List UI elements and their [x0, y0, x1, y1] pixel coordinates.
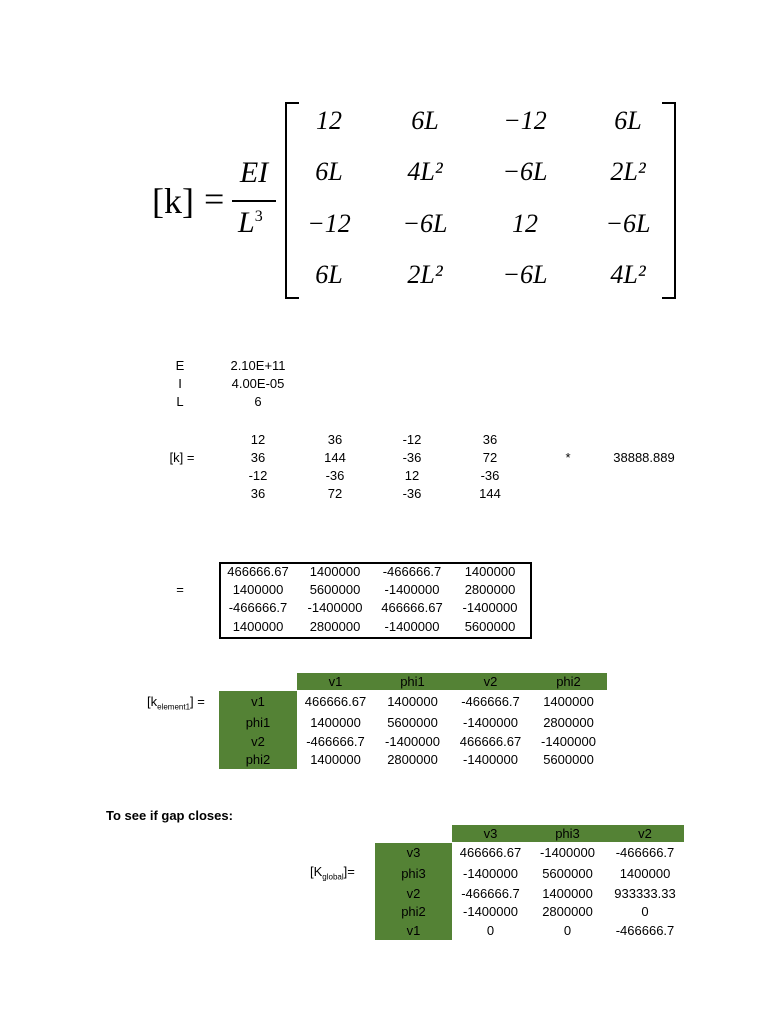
- k-result-cell: 1400000: [309, 564, 361, 579]
- k-numeric-cell: 12: [404, 468, 420, 483]
- k-element-cell: 5600000: [543, 752, 594, 767]
- const-name: L: [176, 394, 184, 409]
- k-numeric-cell: -36: [325, 468, 345, 483]
- k-numeric-label: [k] =: [169, 450, 195, 465]
- label-pre: [K: [310, 864, 323, 879]
- k-element-cell: 2800000: [543, 715, 594, 730]
- row-header: v1: [375, 921, 452, 940]
- row-header: phi2: [375, 903, 452, 921]
- formula-denominator: [238, 206, 263, 240]
- const-value: 6: [254, 394, 262, 409]
- k-result-cell: -1400000: [384, 619, 440, 634]
- k-numeric-cell: 144: [479, 486, 501, 501]
- k-result-cell: -466666.7: [228, 600, 288, 615]
- k-global-cell: -1400000: [540, 845, 595, 860]
- k-numeric-cell: -36: [480, 468, 500, 483]
- row-header: phi3: [375, 863, 452, 884]
- formula-matrix-cell: 2L²: [610, 157, 646, 186]
- k-numeric-cell: 72: [327, 486, 343, 501]
- k-global-cell: -1400000: [463, 865, 518, 881]
- column-header: v1: [297, 673, 374, 690]
- formula-matrix-cell: 6L: [411, 106, 439, 135]
- denominator-base: L: [238, 206, 255, 239]
- k-element-cell: -1400000: [541, 734, 596, 749]
- k-element-cell: -1400000: [385, 734, 440, 749]
- result-equals: =: [176, 582, 184, 597]
- formula-matrix-cell: 6L: [614, 106, 642, 135]
- k-element-cell: 5600000: [387, 715, 438, 730]
- k-global-cell: -466666.7: [615, 922, 675, 938]
- k-element-label: [147, 694, 205, 712]
- column-header: phi2: [530, 673, 607, 690]
- k-numeric-cell: 144: [324, 450, 346, 465]
- k-global-cell: 5600000: [542, 865, 593, 881]
- formula-matrix-cell: −6L: [402, 209, 448, 238]
- const-name: E: [175, 358, 185, 373]
- formula-matrix-cell: 6L: [315, 157, 343, 186]
- multiply-sign: *: [565, 450, 571, 465]
- k-numeric-cell: -12: [248, 468, 268, 483]
- label-sub: global: [322, 872, 344, 882]
- formula-matrix-cell: 2L²: [407, 260, 443, 289]
- k-global-cell: -1400000: [463, 904, 518, 919]
- k-global-cell: 933333.33: [614, 885, 676, 901]
- column-header: v3: [452, 825, 529, 842]
- column-header: v2: [606, 825, 684, 842]
- formula-matrix-cell: 4L²: [407, 157, 443, 186]
- k-result-cell: -1400000: [384, 582, 440, 597]
- k-numeric-cell: 72: [482, 450, 498, 465]
- formula-matrix-cell: −12: [503, 106, 547, 135]
- label-pre: [k: [147, 694, 158, 709]
- k-numeric-cell: -36: [402, 486, 422, 501]
- k-result-cell: 2800000: [309, 619, 361, 634]
- k-global-cell: 1400000: [619, 865, 671, 881]
- k-element-cell: 466666.67: [459, 734, 522, 749]
- denominator-exponent: 3: [254, 208, 263, 225]
- k-element-cell: 1400000: [543, 694, 594, 709]
- formula-matrix-cell: 6L: [315, 260, 343, 289]
- const-value: 4.00E-05: [231, 376, 285, 391]
- k-numeric-cell: 36: [250, 486, 266, 501]
- k-result-cell: -1400000: [307, 600, 363, 615]
- formula-matrix-cell: −6L: [502, 157, 548, 186]
- formula-matrix-cell: −6L: [605, 209, 651, 238]
- k-element-cell: 1400000: [310, 752, 361, 767]
- k-element-cell: -1400000: [463, 715, 518, 730]
- k-global-cell: -466666.7: [615, 845, 675, 860]
- k-global-cell: 1400000: [542, 885, 593, 901]
- formula-matrix-cell: −12: [307, 209, 351, 238]
- k-global-cell: 0: [563, 922, 572, 938]
- k-element-cell: 2800000: [387, 752, 438, 767]
- k-numeric-cell: 36: [327, 432, 343, 447]
- label-post: ] =: [190, 694, 205, 709]
- k-element-cell: -466666.7: [306, 734, 365, 749]
- scale-factor: 38888.889: [613, 450, 675, 465]
- k-element-cell: 466666.67: [304, 694, 367, 709]
- formula-numerator: EI: [239, 156, 269, 189]
- k-global-cell: 0: [641, 904, 649, 919]
- row-header: v1: [219, 691, 297, 713]
- formula-equals: =: [204, 179, 225, 219]
- k-result-cell: 5600000: [464, 619, 516, 634]
- k-result-cell: 466666.67: [381, 600, 443, 615]
- k-global-cell: 0: [486, 922, 495, 938]
- column-header: phi1: [374, 673, 451, 690]
- column-header: phi3: [529, 825, 606, 842]
- row-header: v3: [375, 843, 452, 863]
- k-result-cell: -1400000: [462, 600, 518, 615]
- k-element-cell: -1400000: [463, 752, 518, 767]
- k-result-cell: 1400000: [232, 582, 284, 597]
- const-value: 2.10E+11: [230, 358, 286, 373]
- k-result-cell: 2800000: [464, 582, 516, 597]
- row-header: phi1: [219, 713, 297, 733]
- k-result-cell: 1400000: [232, 619, 284, 634]
- formula-matrix-cell: 12: [316, 106, 342, 135]
- k-numeric-cell: 36: [482, 432, 498, 447]
- label-sub: element1: [157, 702, 191, 712]
- k-result-cell: 1400000: [464, 564, 516, 579]
- k-numeric-cell: 12: [250, 432, 266, 447]
- k-element-cell: 1400000: [387, 694, 438, 709]
- k-numeric-cell: -36: [402, 450, 422, 465]
- k-element-cell: -466666.7: [461, 694, 520, 709]
- row-header: phi2: [219, 751, 297, 769]
- const-name: I: [178, 376, 182, 391]
- k-global-cell: 466666.67: [459, 845, 522, 860]
- row-header: v2: [375, 884, 452, 903]
- k-global-label: [310, 864, 355, 882]
- row-header: v2: [219, 733, 297, 751]
- k-global-cell: 2800000: [542, 904, 593, 919]
- k-global-cell: -466666.7: [461, 885, 520, 901]
- k-numeric-cell: 36: [250, 450, 266, 465]
- gap-heading: To see if gap closes:: [106, 808, 233, 823]
- formula-matrix-cell: −6L: [502, 260, 548, 289]
- k-result-cell: 5600000: [309, 582, 361, 597]
- label-post: ]=: [343, 864, 355, 879]
- k-result-cell: 466666.67: [227, 564, 289, 579]
- k-numeric-cell: -12: [402, 432, 422, 447]
- column-header: v2: [451, 673, 530, 690]
- formula-matrix-cell: 4L²: [610, 260, 646, 289]
- formula-lhs: [k]: [152, 181, 194, 221]
- fraction-bar: [232, 200, 276, 202]
- k-result-cell: -466666.7: [382, 564, 442, 579]
- k-element-cell: 1400000: [310, 715, 361, 730]
- formula-matrix-cell: 12: [512, 209, 538, 238]
